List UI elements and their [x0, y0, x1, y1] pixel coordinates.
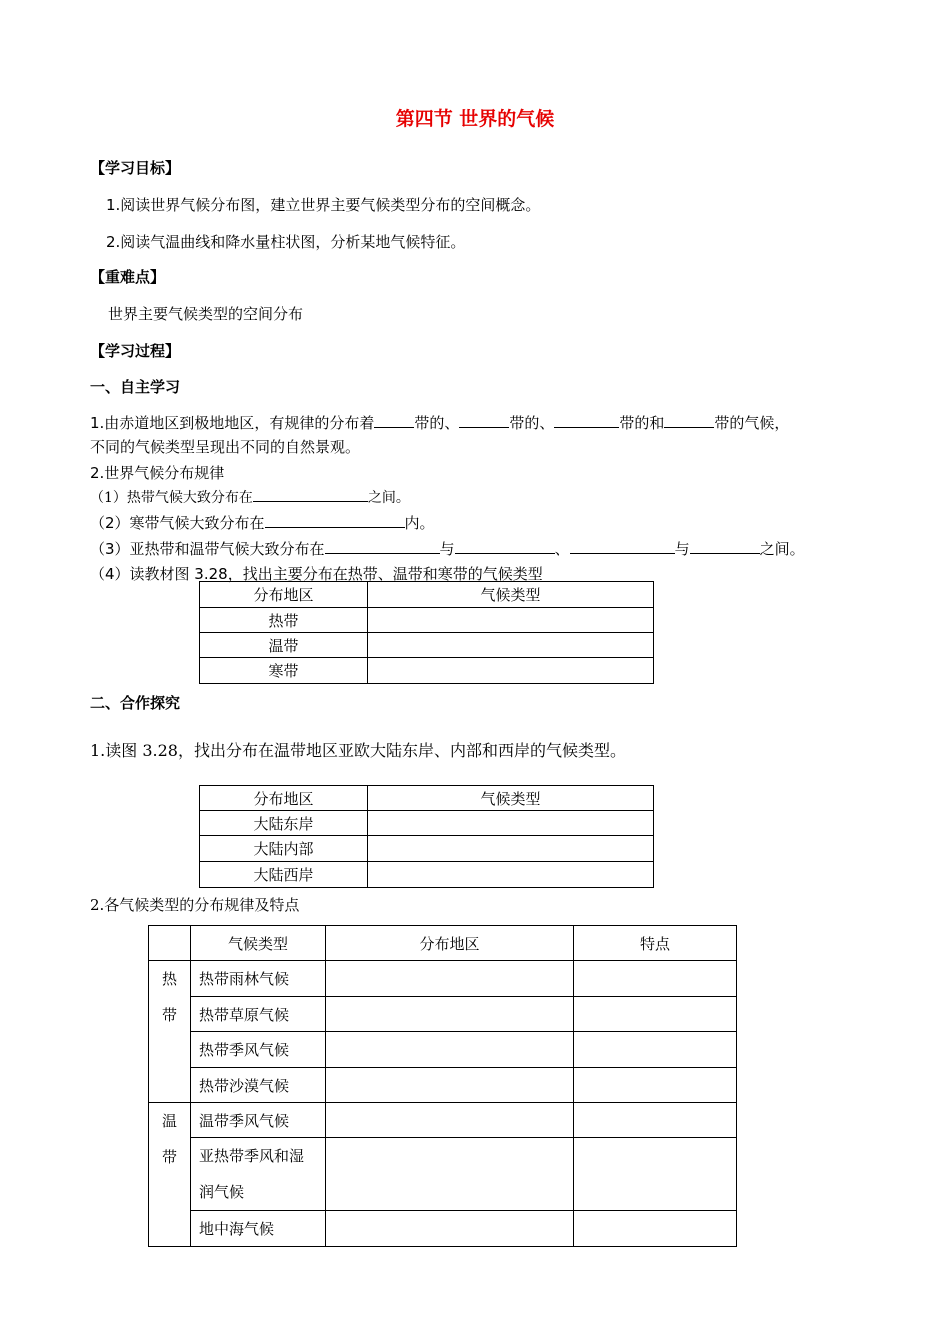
table-cell: 寒带 — [200, 658, 368, 684]
question-2-1-prefix: （1）热带气候大致分布在 — [90, 490, 253, 506]
answer-cell[interactable] — [368, 608, 654, 633]
key-points-heading: 【重难点】 — [90, 268, 166, 286]
answer-cell[interactable] — [574, 1068, 737, 1103]
question-2-2-prefix: （2）寒带气候大致分布在 — [90, 514, 265, 532]
table-header: 气候类型 — [191, 926, 326, 961]
table-row — [149, 1138, 737, 1211]
table-cell: 大陆内部 — [200, 836, 368, 862]
answer-cell[interactable] — [574, 1211, 737, 1247]
page-title: 第四节 世界的气候 — [395, 108, 555, 130]
answer-cell[interactable] — [368, 811, 654, 836]
table-cell: 大陆东岸 — [200, 811, 368, 836]
question-1-text: 带的气候， — [714, 414, 790, 432]
table-climate-zones — [199, 581, 654, 684]
zone-char: 带 — [161, 1148, 177, 1166]
answer-cell[interactable] — [368, 633, 654, 658]
table-cell: 热带沙漠气候 — [191, 1068, 326, 1103]
answer-cell[interactable] — [326, 1138, 574, 1211]
table-row — [149, 1211, 737, 1247]
answer-cell[interactable] — [368, 862, 654, 888]
zone-label-temperate — [149, 1103, 191, 1247]
question-2-3-text: 与 — [674, 540, 690, 558]
table-row — [149, 1068, 737, 1103]
question-2-2 — [90, 512, 435, 533]
answer-cell[interactable] — [326, 1103, 574, 1138]
answer-cell[interactable] — [326, 1032, 574, 1068]
table-header: 气候类型 — [368, 786, 654, 811]
question-2-3-suffix: 之间。 — [759, 540, 805, 558]
question-1-text: 带的、 — [509, 414, 555, 432]
fill-blank[interactable] — [265, 513, 405, 528]
table-climate-types — [148, 925, 737, 1247]
answer-cell[interactable] — [574, 961, 737, 997]
question-2-3-text: 与 — [439, 540, 455, 558]
table-row — [200, 811, 654, 836]
process-heading: 【学习过程】 — [90, 342, 181, 360]
answer-cell[interactable] — [574, 1032, 737, 1068]
table-row — [149, 961, 737, 997]
table-row — [149, 1103, 737, 1138]
fill-blank[interactable] — [570, 539, 675, 554]
question-1 — [90, 412, 789, 433]
table-cell: 热带雨林气候 — [191, 961, 326, 997]
fill-blank[interactable] — [253, 487, 368, 502]
cell-line: 润气候 — [199, 1183, 245, 1201]
cell-line: 亚热带季风和湿 — [199, 1147, 305, 1165]
answer-cell[interactable] — [326, 1211, 574, 1247]
question-2-1 — [90, 487, 410, 507]
fill-blank[interactable] — [664, 413, 714, 428]
table-row — [149, 1032, 737, 1068]
section2-question-1: 1.读图 3.28，找出分布在温带地区亚欧大陆东岸、内部和西岸的气候类型。 — [90, 741, 626, 760]
fill-blank[interactable] — [690, 539, 760, 554]
answer-cell[interactable] — [326, 1068, 574, 1103]
question-2-1-suffix: 之间。 — [367, 490, 410, 506]
table-cell: 热带季风气候 — [191, 1032, 326, 1068]
question-1-prefix: 1.由赤道地区到极地地区，有规律的分布着 — [90, 414, 375, 432]
section2-question-2: 2.各气候类型的分布规律及特点 — [90, 896, 300, 914]
table-cell: 大陆西岸 — [200, 862, 368, 888]
answer-cell[interactable] — [574, 1103, 737, 1138]
table-cell: 地中海气候 — [191, 1211, 326, 1247]
question-2-4: （4）读教材图 3.28，找出主要分布在热带、温带和寒带的气候类型 — [90, 565, 543, 583]
section2-heading: 二、合作探究 — [90, 694, 181, 712]
answer-cell[interactable] — [574, 997, 737, 1032]
table-header: 分布地区 — [200, 582, 368, 608]
table-cell: 温带季风气候 — [191, 1103, 326, 1138]
table-row — [200, 633, 654, 658]
answer-cell[interactable] — [326, 961, 574, 997]
fill-blank[interactable] — [455, 539, 555, 554]
answer-cell[interactable] — [326, 997, 574, 1032]
zone-char: 热 — [161, 970, 177, 988]
fill-blank[interactable] — [459, 413, 509, 428]
table-cell — [191, 1138, 326, 1211]
table-row — [200, 836, 654, 862]
table-row — [200, 608, 654, 633]
answer-cell[interactable] — [574, 1138, 737, 1211]
table-header: 分布地区 — [200, 786, 368, 811]
fill-blank[interactable] — [374, 413, 414, 428]
answer-cell[interactable] — [368, 836, 654, 862]
question-2-3 — [90, 538, 805, 559]
zone-char: 带 — [161, 1006, 177, 1024]
table-cell: 热带 — [200, 608, 368, 633]
table-cell: 温带 — [200, 633, 368, 658]
table-row — [149, 997, 737, 1032]
question-1-text: 带的和 — [619, 414, 665, 432]
section1-heading: 一、自主学习 — [90, 378, 181, 396]
key-points-text: 世界主要气候类型的空间分布 — [108, 305, 304, 323]
question-2-3-text: 、 — [554, 540, 570, 558]
question-1-text: 带的、 — [414, 414, 460, 432]
fill-blank[interactable] — [554, 413, 619, 428]
fill-blank[interactable] — [325, 539, 440, 554]
objectives-heading: 【学习目标】 — [90, 159, 181, 177]
answer-cell[interactable] — [368, 658, 654, 684]
question-2-2-suffix: 内。 — [404, 514, 435, 532]
table-cell: 热带草原气候 — [191, 997, 326, 1032]
table-header: 气候类型 — [368, 582, 654, 608]
table-header-empty — [149, 926, 191, 961]
question-2-title: 2.世界气候分布规律 — [90, 464, 225, 482]
table-header: 特点 — [574, 926, 737, 961]
zone-char: 温 — [161, 1112, 177, 1130]
zone-label-tropical — [149, 961, 191, 1103]
table-header: 分布地区 — [326, 926, 574, 961]
question-2-3-prefix: （3）亚热带和温带气候大致分布在 — [90, 540, 325, 558]
objective-item: 1.阅读世界气候分布图，建立世界主要气候类型分布的空间概念。 — [106, 196, 541, 214]
table-row — [200, 658, 654, 684]
question-1-line2: 不同的气候类型呈现出不同的自然景观。 — [90, 438, 361, 456]
table-row — [200, 862, 654, 888]
objective-item: 2.阅读气温曲线和降水量柱状图，分析某地气候特征。 — [106, 233, 466, 251]
table-eurasia-coasts — [199, 785, 654, 888]
